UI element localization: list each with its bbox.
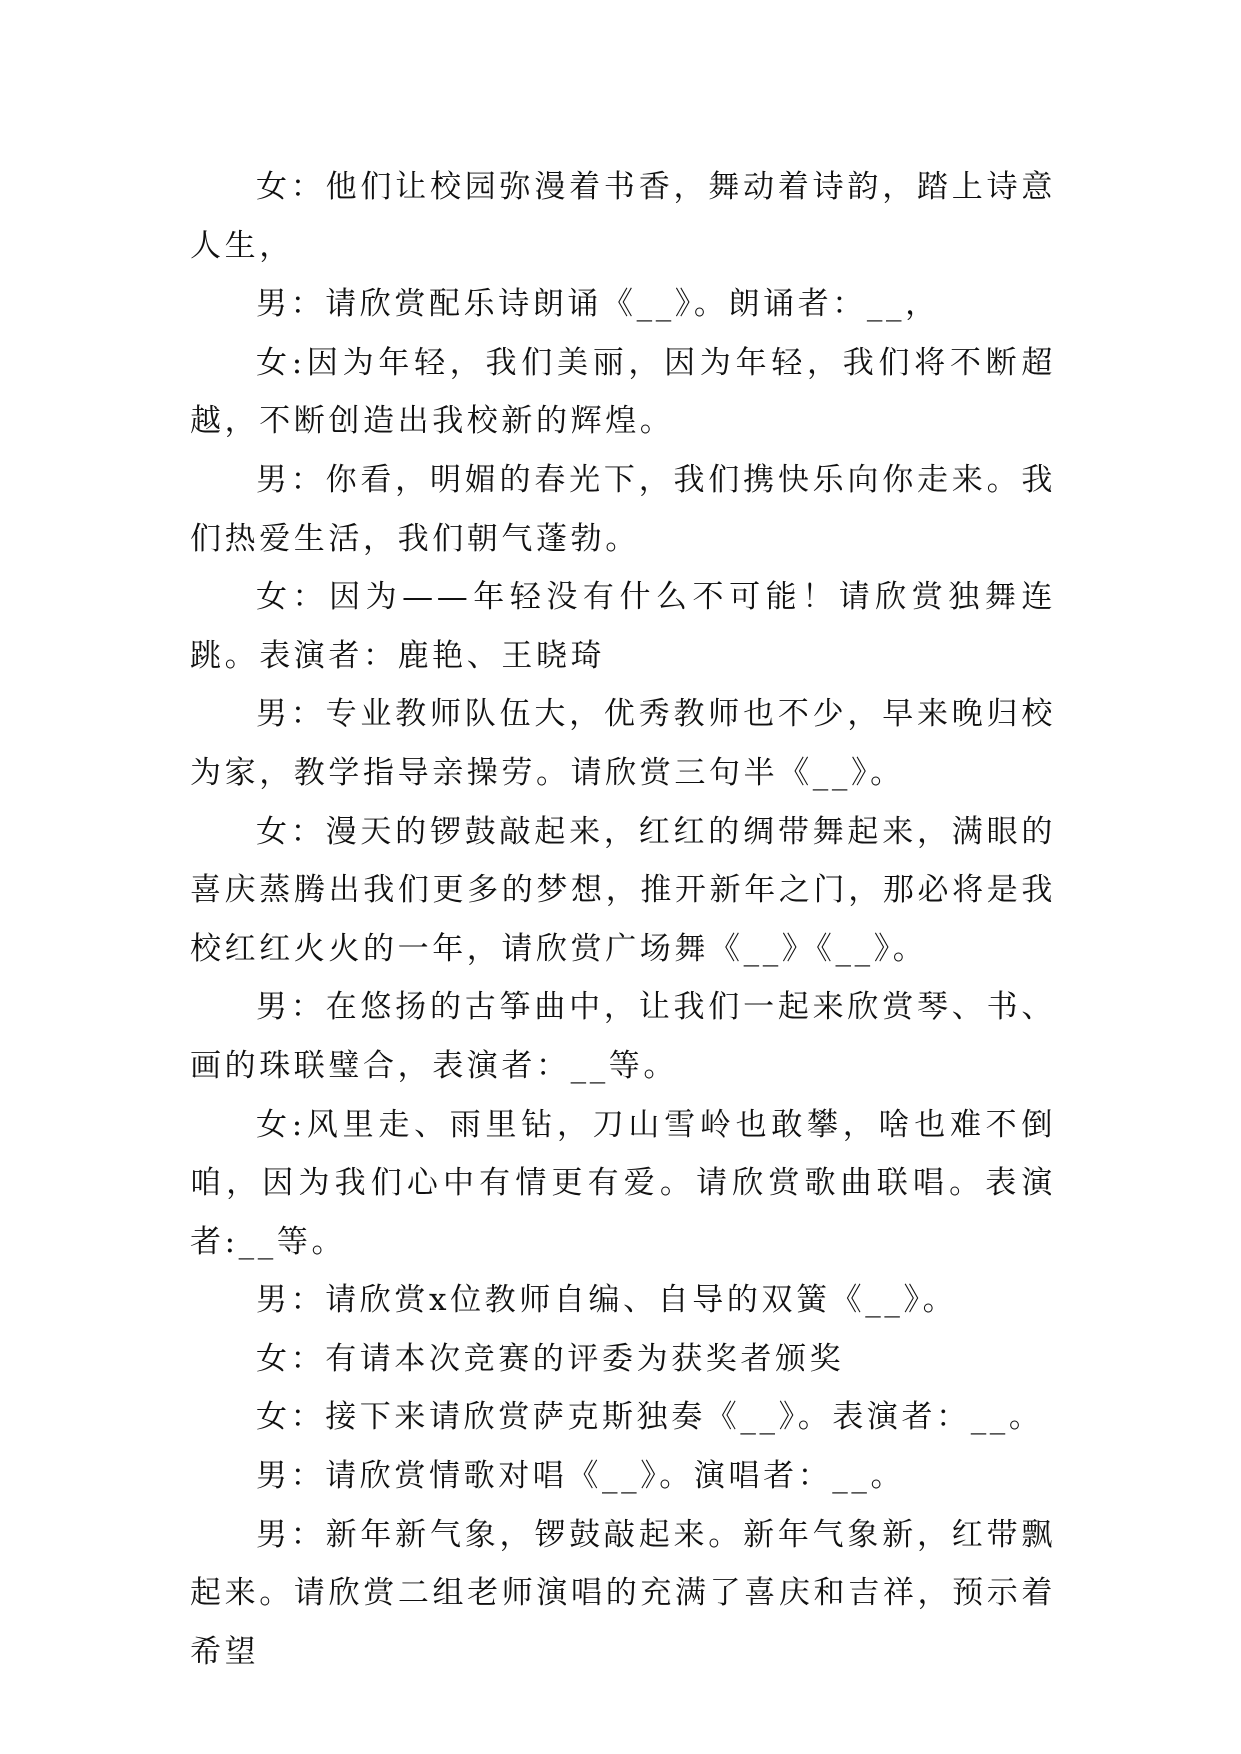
paragraph: 男：专业教师队伍大，优秀教师也不少，早来晚归校为家，教学指导亲操劳。请欣赏三句半《__》。: [190, 696, 1056, 791]
paragraph: 男：你看，明媚的春光下，我们携快乐向你走来。我们热爱生活，我们朝气蓬勃。: [190, 461, 1056, 557]
paragraph: 女：有请本次竞赛的评委为获奖者颁奖: [256, 1340, 845, 1377]
paragraph: 男：新年新气象，锣鼓敲起来。新年气象新，红带飘起来。请欣赏二组老师演唱的充满了喜庆和吉祥，预示着希望: [190, 1516, 1056, 1670]
document-body: [190, 158, 1056, 1681]
paragraph: 男：请欣赏x位教师自编、自导的双簧《__》。: [256, 1282, 958, 1319]
paragraph: 女：漫天的锣鼓敲起来，红红的绸带舞起来，满眼的喜庆蒸腾出我们更多的梦想，推开新年之门，那必将是我校红红火火的一年，请欣赏广场舞《__》《__》。: [190, 813, 1056, 967]
paragraph: 女:因为年轻，我们美丽，因为年轻，我们将不断超越，不断创造出我校新的辉煌。: [190, 344, 1056, 440]
paragraph: 女：接下来请欣赏萨克斯独奏《__》。表演者：__。: [256, 1399, 1044, 1436]
paragraph: 女：因为——年轻没有什么不可能！请欣赏独舞连跳。表演者：鹿艳、王晓琦: [190, 579, 1056, 674]
paragraph: 女：他们让校园弥漫着书香，舞动着诗韵，踏上诗意人生，: [190, 169, 1056, 264]
paragraph: 男：请欣赏配乐诗朗诵《__》。朗诵者：__，: [256, 286, 940, 323]
paragraph: 男：在悠扬的古筝曲中，让我们一起来欣赏琴、书、画的珠联璧合，表演者：__等。: [190, 989, 1056, 1084]
paragraph: 女:风里走、雨里钻，刀山雪岭也敢攀，啥也难不倒咱，因为我们心中有情更有爱。请欣赏歌曲联唱。表演者:__等。: [190, 1106, 1056, 1260]
paragraph: 男：请欣赏情歌对唱《__》。演唱者：__。: [256, 1458, 906, 1495]
